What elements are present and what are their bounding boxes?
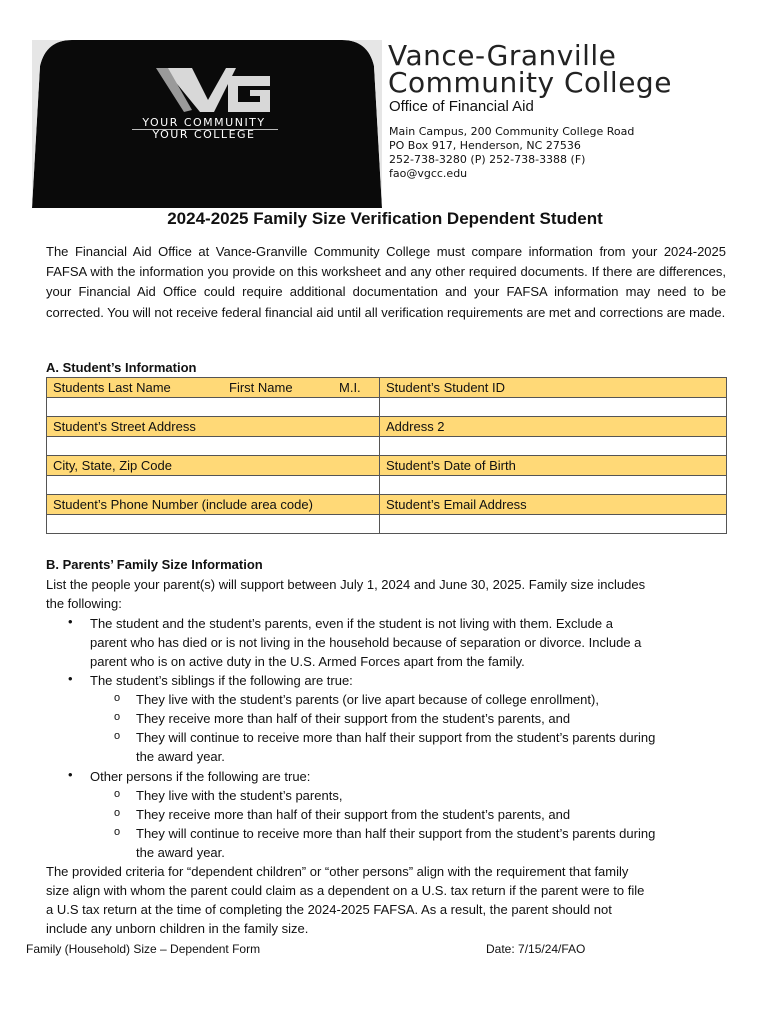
footer-date: Date: 7/15/24/FAO (486, 942, 586, 956)
college-name-line-2: Community College (388, 66, 672, 99)
bullet-1-line-3: parent who is on active duty in the U.S. Armed Forces apart from the family. (90, 654, 525, 669)
date-of-birth-input-cell[interactable] (380, 475, 727, 495)
name-label-cell (47, 378, 380, 398)
sibling-criterion-1: They live with the student’s parents (or live apart because of college enrollment), (136, 692, 599, 707)
logo-tagline-2: YOUR COLLEGE (152, 128, 256, 141)
sibling-criterion-3: They will continue to receive more than half their support from the student’s parents during (136, 730, 656, 745)
footer-form-name: Family (Household) Size – Dependent Form (26, 942, 261, 956)
bullet-3-text: Other persons if the following are true: (90, 769, 311, 784)
phone-fax: 252-738-3280 (P) 252-738-3388 (F) (389, 153, 586, 166)
name-input-cell[interactable] (47, 397, 380, 417)
student-id-label: Student’s Student ID (380, 378, 727, 398)
address-line-2: PO Box 917, Henderson, NC 27536 (389, 139, 581, 152)
street-address-label: Student’s Street Address (47, 417, 380, 437)
section-b-intro-2: the following: (46, 596, 122, 611)
office-email: fao@vgcc.edu (389, 167, 468, 180)
bullet-2-text: The student’s siblings if the following are true: (90, 673, 353, 688)
student-id-input-cell[interactable] (380, 397, 727, 417)
sub-bullet-icon: o (114, 826, 121, 838)
bullet-icon: • (68, 767, 73, 782)
bullet-icon: • (68, 671, 73, 686)
email-label: Student’s Email Address (380, 495, 727, 515)
date-of-birth-label: Student’s Date of Birth (380, 456, 727, 476)
other-criterion-3: They will continue to receive more than half their support from the student’s parents during (136, 826, 656, 841)
bullet-1-line-1: The student and the student’s parents, even if the student is not living with them. Exclude a (90, 616, 613, 631)
sub-bullet-icon: o (114, 711, 121, 723)
closing-line-4: include any unborn children in the family size. (46, 921, 309, 936)
closing-line-1: The provided criteria for “dependent children” or “other persons” align with the requirement that family (46, 864, 629, 879)
city-state-zip-label: City, State, Zip Code (47, 456, 380, 476)
section-b-heading: B. Parents’ Family Size Information (46, 557, 263, 572)
phone-input-cell[interactable] (47, 514, 380, 534)
mi-label: M.I. (339, 379, 361, 395)
intro-paragraph: The Financial Aid Office at Vance-Granville Community College must compare information from your 2024-2025 FAFSA with the information you provide on this worksheet and any other required documents. If there are differences, your Financial Aid Office could require additional documentation and your FAFSA information may need to be corrected. You will not receive federal financial aid until all verification requirements are met and corrections are made. (46, 244, 726, 320)
page-title: 2024-2025 Family Size Verification Dependent Student (167, 209, 603, 228)
address-2-label: Address 2 (380, 417, 727, 437)
other-criterion-2: They receive more than half of their support from the student’s parents, and (136, 807, 571, 822)
other-criterion-3-cont: the award year. (136, 845, 225, 860)
first-name-label: First Name (229, 379, 293, 395)
bullet-icon: • (68, 614, 73, 629)
logo-tagline-1: YOUR COMMUNITY (142, 116, 266, 129)
closing-line-3: a U.S tax return at the time of completing the 2024-2025 FAFSA. As a result, the parent should not (46, 902, 612, 917)
sibling-criterion-3-cont: the award year. (136, 749, 225, 764)
city-state-zip-input-cell[interactable] (47, 475, 380, 495)
sub-bullet-icon: o (114, 807, 121, 819)
college-name-line-1: Vance-Granville (388, 39, 617, 72)
address-2-input-cell[interactable] (380, 436, 727, 456)
phone-label: Student’s Phone Number (include area code) (47, 495, 380, 515)
sub-bullet-icon: o (114, 788, 121, 800)
college-logo (32, 40, 382, 208)
section-b-intro-1: List the people your parent(s) will support between July 1, 2024 and June 30, 2025. Family size includes (46, 577, 646, 592)
office-name: Office of Financial Aid (389, 98, 534, 115)
street-address-input-cell[interactable] (47, 436, 380, 456)
section-a-heading: A. Student’s Information (46, 360, 197, 375)
last-name-label: Students Last Name (53, 379, 171, 395)
sub-bullet-icon: o (114, 730, 121, 742)
sub-bullet-icon: o (114, 692, 121, 704)
student-info-form (46, 377, 727, 534)
closing-line-2: size align with whom the parent could claim as a dependent on a U.S. tax return if the parent were to file (46, 883, 645, 898)
bullet-1-line-2: parent who has died or is not living in the household because of separation or divorce. Include a (90, 635, 642, 650)
email-input-cell[interactable] (380, 514, 727, 534)
address-line-1: Main Campus, 200 Community College Road (389, 125, 635, 138)
sibling-criterion-2: They receive more than half of their support from the student’s parents, and (136, 711, 571, 726)
other-criterion-1: They live with the student’s parents, (136, 788, 343, 803)
